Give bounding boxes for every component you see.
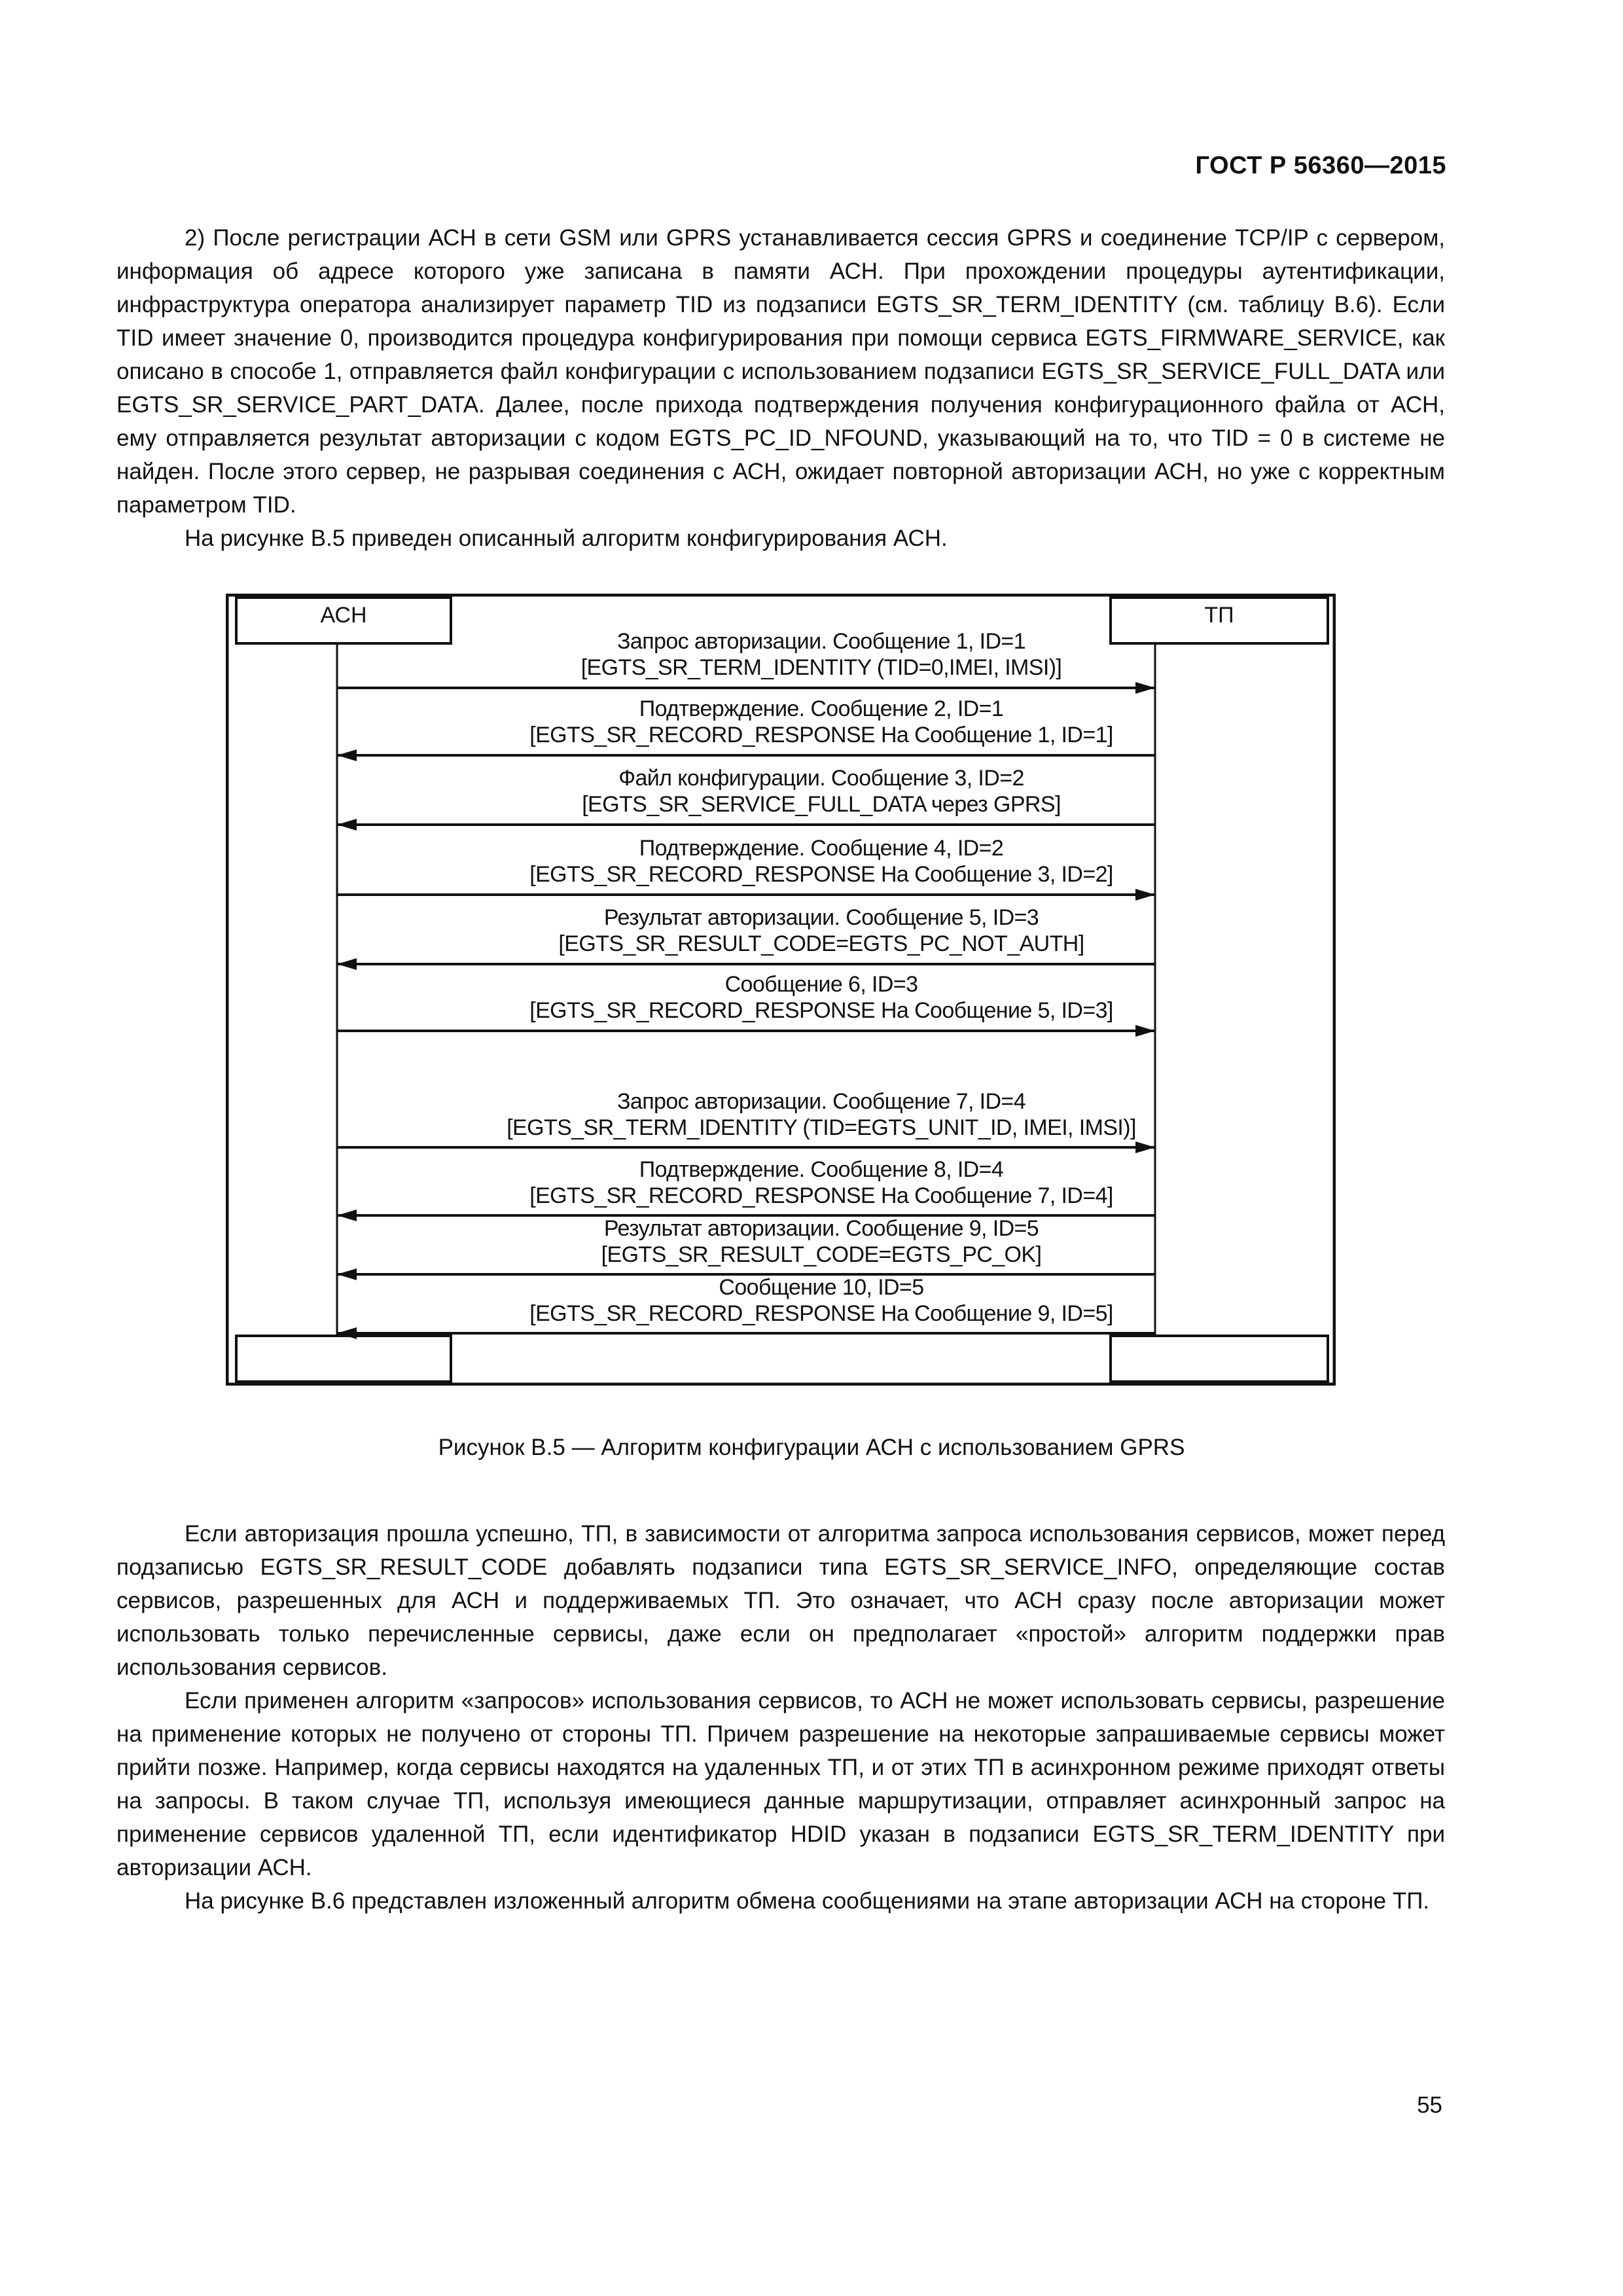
arrowhead xyxy=(337,958,357,970)
message-label: Подтверждение. Сообщение 2, ID=1 [EGTS_SR_RECORD_RESPONSE На Сообщение 1, ID=1] xyxy=(529,696,1113,747)
paragraph: Если авторизация прошла успешно, ТП, в зависимости от алгоритма запроса использования сервисов, может перед подзаписью EGTS_SR_RESULT_CODE добавлять подзаписи типа EGTS_SR_SERVICE_INFO, определяющие состав сервисов, разрешенных для АСН и поддерживаемых ТП. Это означает, что АСН сразу после авторизации может использовать только перечисленные сервисы, даже если он предполагает «простой» алгоритм поддержки прав использования сервисов. xyxy=(116,1521,1445,1680)
arrowhead xyxy=(1135,1025,1155,1037)
arrowhead xyxy=(337,819,357,831)
message-label: Подтверждение. Сообщение 4, ID=2 [EGTS_SR_RECORD_RESPONSE На Сообщение 3, ID=2] xyxy=(529,836,1113,887)
arrowhead xyxy=(1135,1141,1155,1153)
message-label: Подтверждение. Сообщение 8, ID=4 [EGTS_SR_RECORD_RESPONSE На Сообщение 7, ID=4] xyxy=(529,1157,1113,1208)
standard-header: ГОСТ Р 56360—2015 xyxy=(1195,152,1446,179)
message-label: Запрос авторизации. Сообщение 1, ID=1 [EGTS_SR_TERM_IDENTITY (TID=0,IMEI, IMSI)] xyxy=(580,629,1062,680)
paragraph: 2) После регистрации АСН в сети GSM или GPRS устанавливается сессия GPRS и соединение TCP/IP с сервером, информация об адресе которого уже записана в памяти АСН. При прохождении процедуры аутентификации, инфраструктура оператора анализирует параметр TID из подзаписи EGTS_SR_TERM_IDENTITY (см. таблицу В.6). Если TID имеет значение 0, производится процедура конфигурирования при помощи сервиса EGTS_FIRMWARE_SERVICE, как описано в способе 1, отправляется файл конфигурации с использованием подзаписи EGTS_SR_SERVICE_FULL_DATA или EGTS_SR_SERVICE_PART_DATA. Далее, после прихода подтверждения получения конфигурационного файла от АСН, ему отправляется результат авторизации с кодом EGTS_PC_ID_NFOUND, указывающий на то, что TID = 0 в системе не найден. После этого сервер, не разрывая соединения с АСН, ожидает повторной авторизации АСН, но уже с корректным параметром TID. xyxy=(116,225,1445,518)
message-label: Файл конфигурации. Сообщение 3, ID=2 [EGTS_SR_SERVICE_FULL_DATA через GPRS] xyxy=(582,766,1061,817)
paragraph: На рисунке В.6 представлен изложенный алгоритм обмена сообщениями на этапе авторизации АСН на стороне ТП. xyxy=(185,1888,1430,1914)
actor-right-label: ТП xyxy=(1204,603,1234,628)
sequence-diagram xyxy=(226,594,1336,1386)
figure-caption: Рисунок В.5 — Алгоритм конфигурации АСН с использованием GPRS xyxy=(438,1435,1185,1460)
message-label: Результат авторизации. Сообщение 9, ID=5 [EGTS_SR_RESULT_CODE=EGTS_PC_OK] xyxy=(601,1216,1042,1267)
message-label: Сообщение 6, ID=3 [EGTS_SR_RECORD_RESPONSE На Сообщение 5, ID=3] xyxy=(529,972,1113,1023)
page-number: 55 xyxy=(1417,2092,1442,2118)
paragraph: На рисунке В.5 приведен описанный алгоритм конфигурирования АСН. xyxy=(185,526,948,551)
message-label: Сообщение 10, ID=5 [EGTS_SR_RECORD_RESPONSE На Сообщение 9, ID=5] xyxy=(529,1275,1113,1326)
arrowhead xyxy=(1135,889,1155,901)
actor-left-label: АСН xyxy=(320,603,367,628)
arrowhead xyxy=(337,749,357,761)
message-label: Результат авторизации. Сообщение 5, ID=3 [EGTS_SR_RESULT_CODE=EGTS_PC_NOT_AUTH] xyxy=(558,905,1084,956)
intro-text xyxy=(116,221,1445,555)
paragraph: Если применен алгоритм «запросов» использования сервисов, то АСН не может использовать сервисы, разрешение на применение которых не получено от стороны ТП. Причем разрешение на некоторые запрашиваемые сервисы может прийти позже. Например, когда сервисы находятся на удаленных ТП, и от этих ТП в асинхронном режиме приходят ответы на запросы. В таком случае ТП, используя имеющиеся данные маршрутизации, отправляет асинхронный запрос на применение сервисов удаленной ТП, если идентификатор HDID указан в подзаписи EGTS_SR_TERM_IDENTITY при авторизации АСН. xyxy=(116,1688,1445,1880)
message-label: Запрос авторизации. Сообщение 7, ID=4 [EGTS_SR_TERM_IDENTITY (TID=EGTS_UNIT_ID, IMEI, IMSI)] xyxy=(507,1089,1136,1140)
body-text xyxy=(116,1517,1445,1918)
arrowhead xyxy=(1135,682,1155,694)
